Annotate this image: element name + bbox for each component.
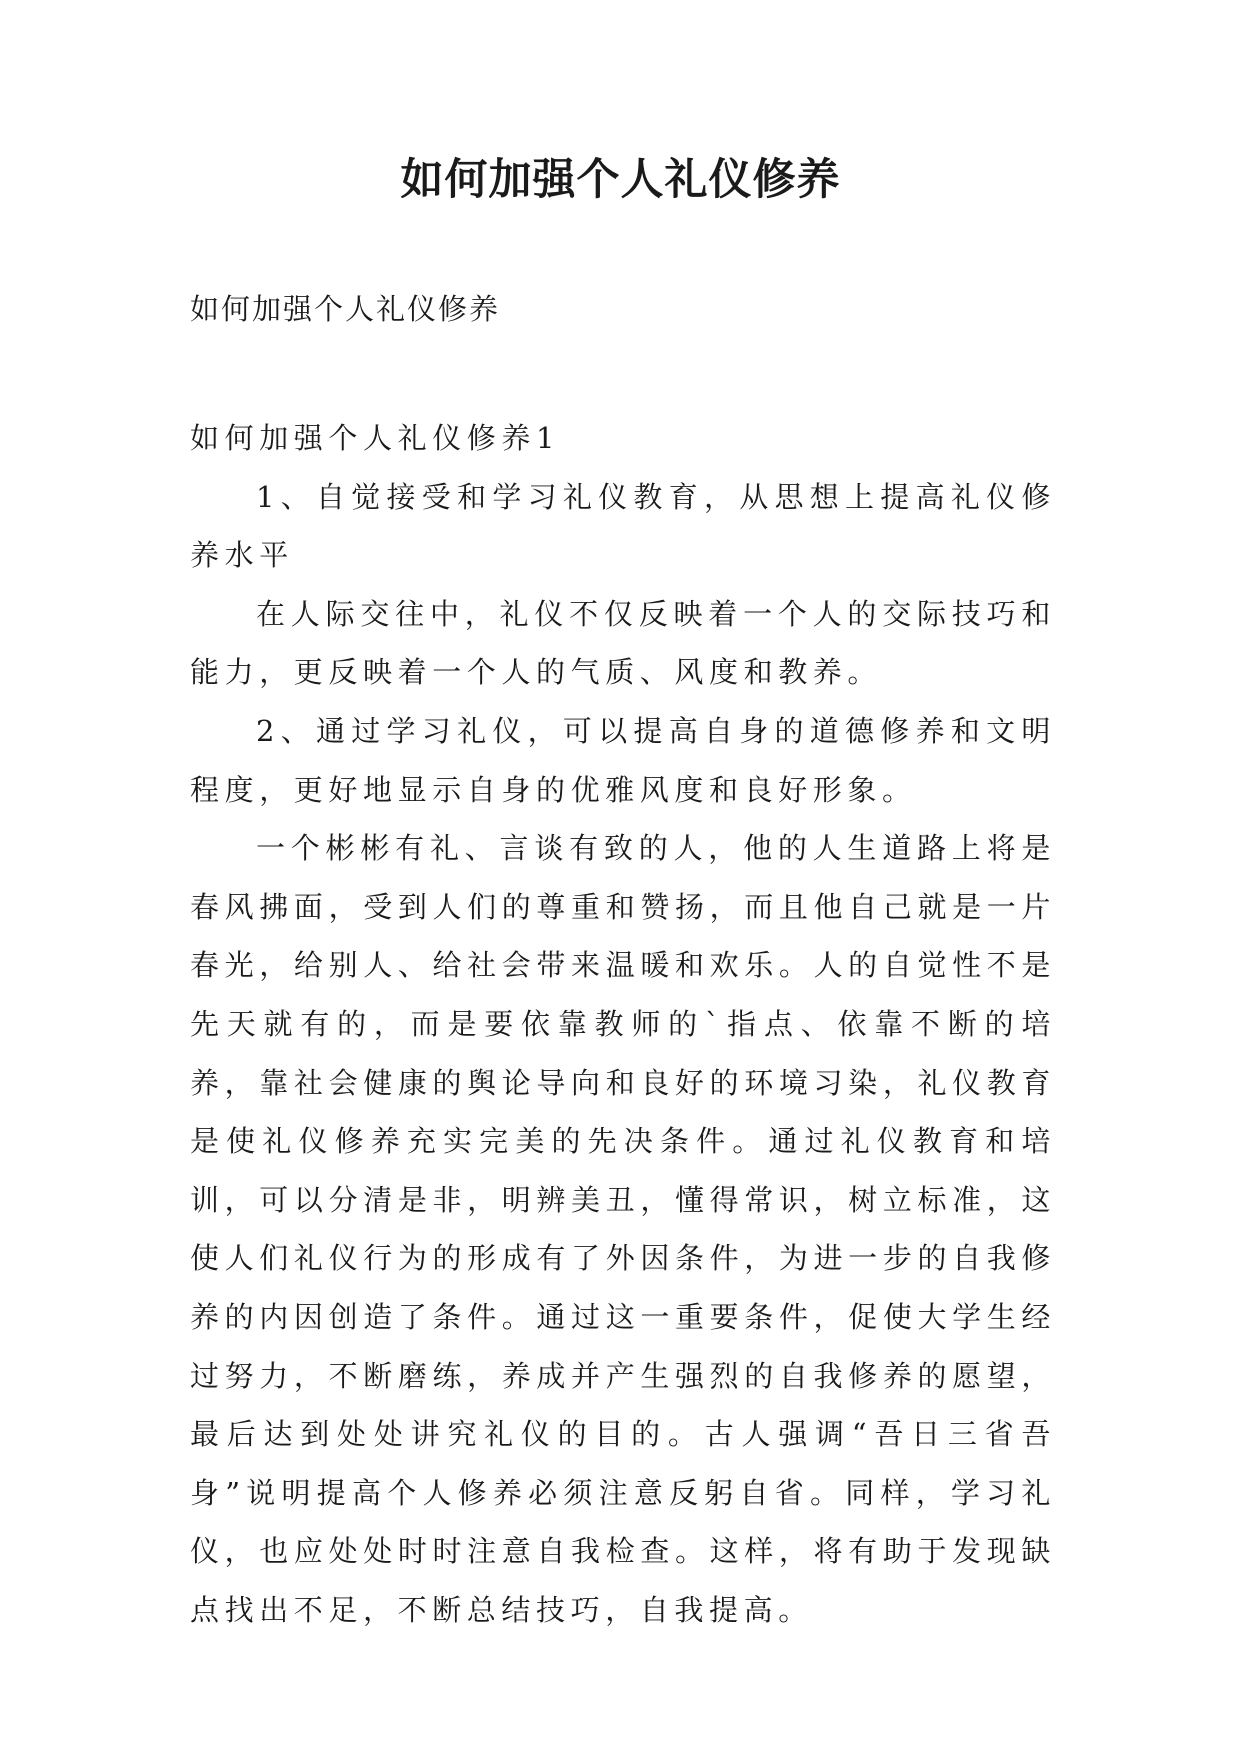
document-subtitle: 如何加强个人礼仪修养 xyxy=(190,292,501,326)
document-title: 如何加强个人礼仪修养 xyxy=(400,155,841,205)
paragraph: 1、自觉接受和学习礼仪教育，从思想上提高礼仪修养水平 xyxy=(190,479,1056,573)
section-heading: 如何加强个人礼仪修养1 xyxy=(190,421,561,455)
paragraph: 在人际交往中，礼仪不仅反映着一个人的交际技巧和能力，更反映着一个人的气质、风度和教养。 xyxy=(190,596,1056,690)
document-body xyxy=(190,409,1056,1639)
paragraph: 2、通过学习礼仪，可以提高自身的道德修养和文明程度，更好地显示自身的优雅风度和良好形象。 xyxy=(190,713,1056,807)
paragraph: 一个彬彬有礼、言谈有致的人，他的人生道路上将是春风拂面，受到人们的尊重和赞扬，而且他自己就是一片春光，给别人、给社会带来温暖和欢乐。人的自觉性不是先天就有的，而是要依靠教师的`指点、依靠不断的培养，靠社会健康的舆论导向和良好的环境习染，礼仪教育是使礼仪修养充实完美的先决条件。通过礼仪教育和培训，可以分清是非，明辨美丑，懂得常识，树立标准，这使人们礼仪行为的形成有了外因条件，为进一步的自我修养的内因创造了条件。通过这一重要条件，促使大学生经过努力，不断磨练，养成并产生强烈的自我修养的愿望，最后达到处处讲究礼仪的目的。古人强调“吾日三省吾身”说明提高个人修养必须注意反躬自省。同样，学习礼仪，也应处处时时注意自我检查。这样，将有助于发现缺点找出不足，不断总结技巧，自我提高。 xyxy=(190,831,1056,1627)
